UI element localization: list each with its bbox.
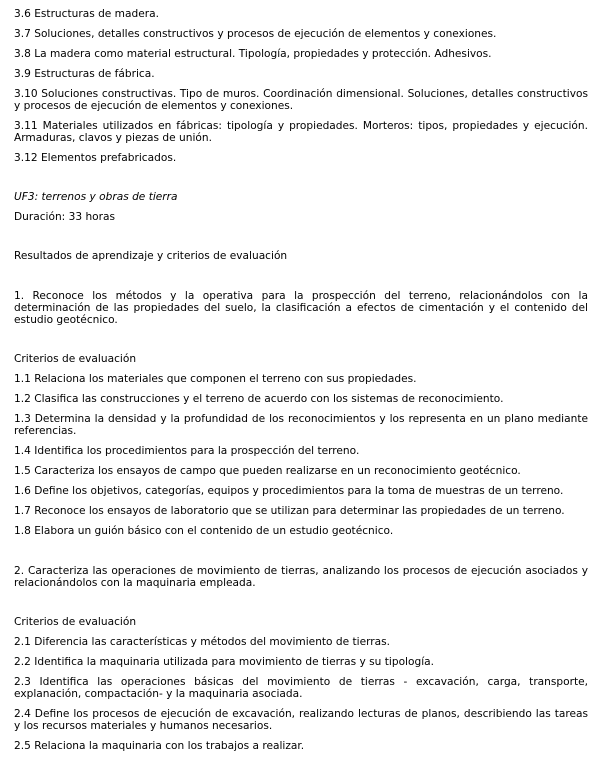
uf3-title: UF3: terrenos y obras de tierra bbox=[14, 191, 178, 203]
criterion-1-3: 1.3 Determina la densidad y la profundidad de los reconocimientos y los representa en un plano mediante referencias. bbox=[14, 413, 588, 437]
section-3-9: 3.9 Estructuras de fábrica. bbox=[14, 68, 155, 80]
criterion-2-2: 2.2 Identifica la maquinaria utilizada para movimiento de tierras y su tipología. bbox=[14, 656, 435, 668]
section-3-6: 3.6 Estructuras de madera. bbox=[14, 8, 159, 20]
criterion-2-4: 2.4 Define los procesos de ejecución de excavación, realizando lecturas de planos, describiendo las tareas y los recursos materiales y humanos necesarios. bbox=[14, 708, 588, 732]
criterion-1-6: 1.6 Define los objetivos, categorías, equipos y procedimientos para la toma de muestras de un terreno. bbox=[14, 485, 564, 497]
criterion-1-7: 1.7 Reconoce los ensayos de laboratorio que se utilizan para determinar las propiedades de un terreno. bbox=[14, 505, 565, 517]
criterion-1-4: 1.4 Identifica los procedimientos para la prospección del terreno. bbox=[14, 445, 360, 457]
criterion-1-2: 1.2 Clasifica las construcciones y el terreno de acuerdo con los sistemas de reconocimiento. bbox=[14, 393, 504, 405]
learning-result-1: 1. Reconoce los métodos y la operativa para la prospección del terreno, relacionándolos con la determinación de las propiedades del suelo, la clasificación a efectos de cimentación y el contenido del estudio geotécnico. bbox=[14, 290, 588, 326]
criterion-1-1: 1.1 Relaciona los materiales que componen el terreno con sus propiedades. bbox=[14, 373, 417, 385]
section-3-11: 3.11 Materiales utilizados en fábricas: tipología y propiedades. Morteros: tipos, propiedades y ejecución. Armaduras, clavos y piezas de unión. bbox=[14, 120, 588, 144]
criteria-heading-2: Criterios de evaluación bbox=[14, 616, 137, 628]
criterion-2-1: 2.1 Diferencia las características y métodos del movimiento de tierras. bbox=[14, 636, 391, 648]
learning-result-2: 2. Caracteriza las operaciones de movimiento de tierras, analizando los procesos de ejecución asociados y relacionándolos con la maquinaria empleada. bbox=[14, 565, 588, 589]
uf3-duration: Duración: 33 horas bbox=[14, 211, 116, 223]
document-page bbox=[14, 8, 588, 752]
results-heading: Resultados de aprendizaje y criterios de evaluación bbox=[14, 250, 288, 262]
criteria-heading-1: Criterios de evaluación bbox=[14, 353, 137, 365]
section-3-12: 3.12 Elementos prefabricados. bbox=[14, 152, 177, 164]
section-3-8: 3.8 La madera como material estructural. Tipología, propiedades y protección. Adhesivos. bbox=[14, 48, 492, 60]
criterion-2-3: 2.3 Identifica las operaciones básicas del movimiento de tierras - excavación, carga, transporte, explanación, compactación- y la maquinaria asociada. bbox=[14, 676, 588, 700]
criterion-2-5: 2.5 Relaciona la maquinaria con los trabajos a realizar. bbox=[14, 740, 305, 752]
section-3-10: 3.10 Soluciones constructivas. Tipo de muros. Coordinación dimensional. Soluciones, detalles constructivos y procesos de ejecución de elementos y conexiones. bbox=[14, 88, 588, 112]
criterion-1-8: 1.8 Elabora un guión básico con el contenido de un estudio geotécnico. bbox=[14, 525, 394, 537]
section-3-7: 3.7 Soluciones, detalles constructivos y procesos de ejecución de elementos y conexiones. bbox=[14, 28, 497, 40]
criterion-1-5: 1.5 Caracteriza los ensayos de campo que pueden realizarse en un reconocimiento geotécnico. bbox=[14, 465, 521, 477]
